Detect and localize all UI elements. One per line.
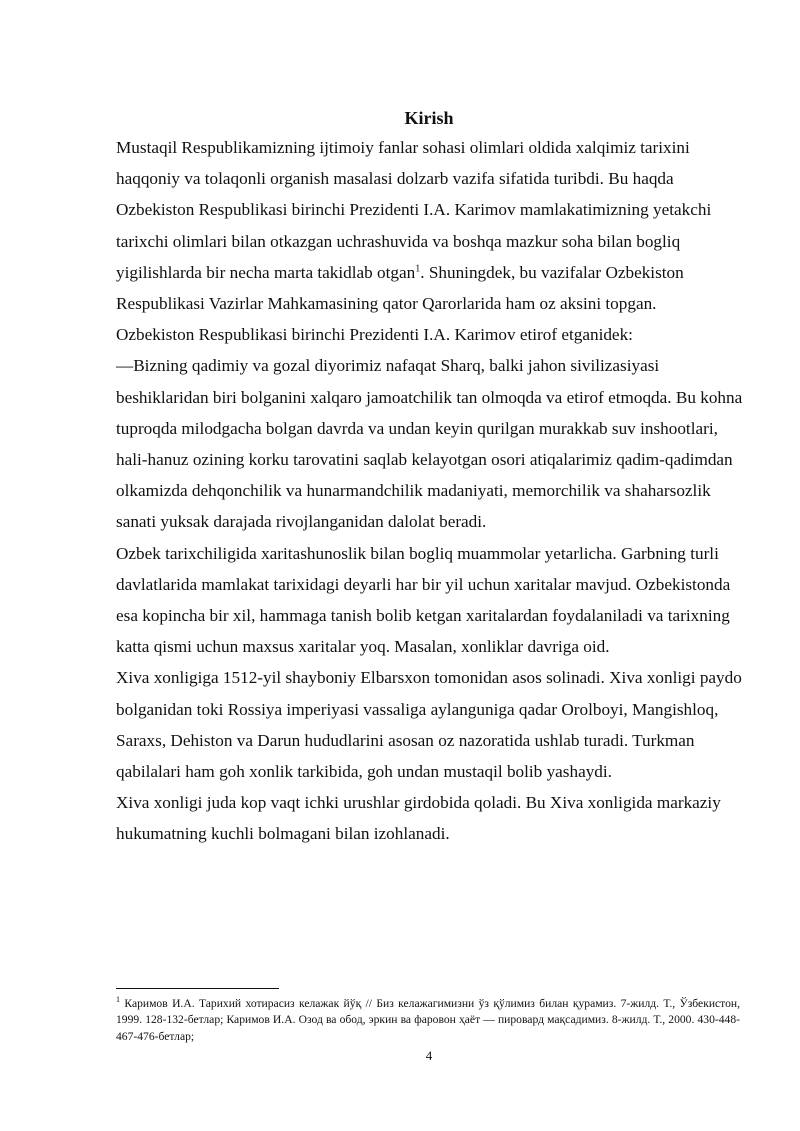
paragraph-intro-text: Mustaqil Respublikamizning ijtimoiy fanlar sohasi olimlari oldida xalqimiz tarixini haqqoniy va tolaqonli organish masalasi dolzarb vazifa sifatida turibdi. Bu haqda Ozbekiston Respublikasi birinchi Prezidenti I.A. Karimov mamlakatimizning yetakchi tarixchi olimlari bilan otkazgan uchrashuvida va boshqa mazkur soha bilan bogliq yigilishlarda bir necha marta takidlab otgan	[116, 138, 712, 282]
body-text	[116, 132, 748, 850]
footnote-reference: 1	[415, 263, 421, 275]
footnote	[116, 996, 740, 1045]
paragraph-karimov-quote-lead: Ozbekiston Respublikasi birinchi Prezidenti I.A. Karimov etirof etganidek:	[116, 325, 633, 345]
footnote-separator	[116, 988, 279, 989]
paragraph-khiva-wars: Xiva xonligi juda kop vaqt ichki urushlar girdobida qoladi. Bu Xiva xonligida markaziy hukumatning kuchli bolmagani bilan izohlanadi.	[116, 793, 721, 844]
paragraph-karimov-quote: —Bizning qadimiy va gozal diyorimiz nafaqat Sharq, balki jahon sivilizasiyasi beshiklaridan biri bolganini xalqaro jamoatchilik tan olmoqda va etirof etmoqda. Bu kohna tuproqda milodgacha bolgan davrda va undan keyin qurilgan murakkab suv inshootlari, hali-hanuz ozining korku tarovatini saqlab kelayotgan osori atiqalarimiz qadim-qadimdan olkamizda dehqonchilik va hunarmandchilik madaniyati, memorchilik va shaharsozlik sanati yuksak darajada rivojlanganidan dalolat beradi.	[116, 356, 743, 532]
footnote-text: Каримов И.А. Тарихий хотирасиз келажак йўқ // Биз келажагимизни ўз қўлимиз билан қурамиз. 7-жилд. Т., Ўзбекистон, 1999. 128-132-бетлар; Каримов И.А. Озод ва обод, эркин ва фаровон ҳаёт — пировард мақсадимиз. 8-жилд. Т., 2000. 430-448-467-476-бетлар;	[116, 997, 740, 1043]
paragraph-intro-continuation: . Shuningdek, bu vazifalar Ozbekiston Respublikasi Vazirlar Mahkamasining qator Qarorlarida ham oz aksini topgan.	[116, 262, 684, 314]
paragraph-cartography: Ozbek tarixchiligida xaritashunoslik bilan bogliq muammolar yetarlicha. Garbning turli davlatlarida mamlakat tarixidagi deyarli har bir yil uchun xaritalar mavjud. Ozbekistonda esa kopincha bir xil, hammaga tanish bolib ketgan xaritalardan foydalaniladi va tarixning katta qismi uchun maxsus xaritalar yoq. Masalan, xonliklar davriga oid.	[116, 543, 731, 657]
paragraph-khiva-founding: Xiva xonligiga 1512-yil shayboniy Elbarsxon tomonidan asos solinadi. Xiva xonligi paydo bolganidan toki Rossiya imperiyasi vassaliga aylanguniga qadar Orolboyi, Mangishloq, Saraxs, Dehiston va Darun hududlarini asosan oz nazoratida ushlab turadi. Turkman qabilalari ham goh xonlik tarkibida, goh undan mustaqil bolib yashaydi.	[116, 668, 742, 782]
page-number: 4	[425, 1048, 433, 1063]
footnote-marker: 1	[116, 995, 120, 1005]
paragraph-intro	[116, 132, 748, 319]
section-title: Kirish	[404, 108, 454, 128]
